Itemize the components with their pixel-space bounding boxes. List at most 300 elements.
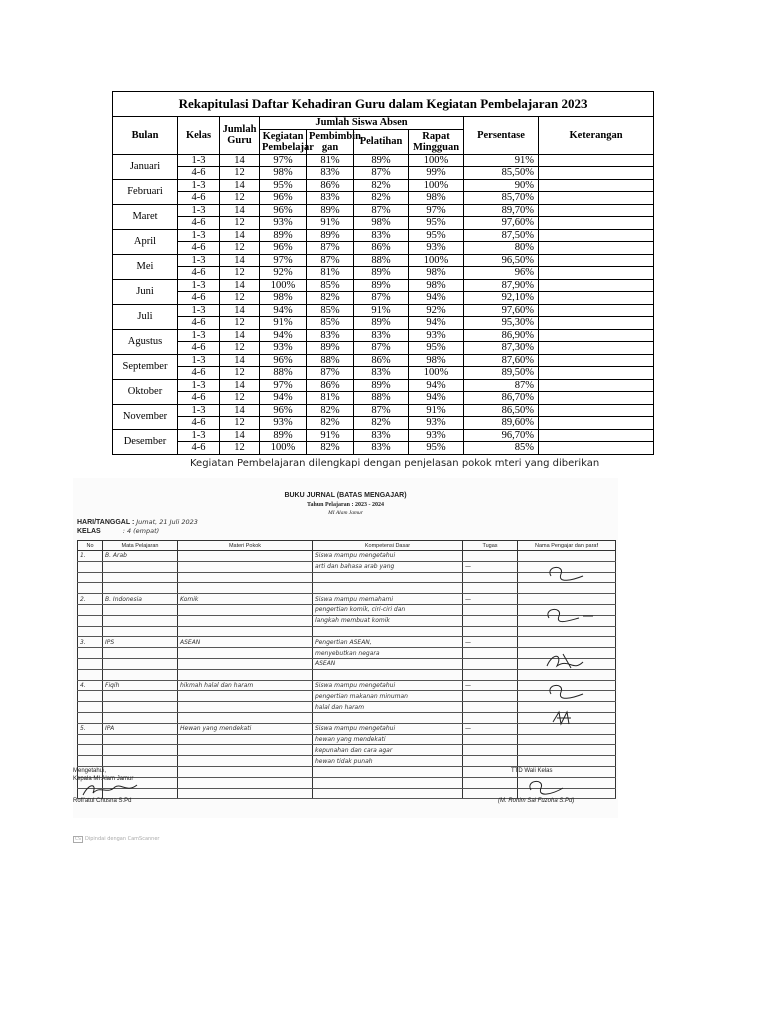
journal-cell-mapel: IPS <box>103 637 178 648</box>
journal-title: BUKU JURNAL (BATAS MENGAJAR) <box>284 492 407 499</box>
value-cell: 88% <box>354 392 409 405</box>
journal-header-materi: Materi Pokok <box>178 541 313 551</box>
keterangan-cell <box>539 442 654 455</box>
value-cell: 86% <box>354 242 409 255</box>
journal-cell-no <box>78 734 103 745</box>
journal-cell-mapel: IPA <box>103 723 178 734</box>
journal-cell-kd: halal dan haram <box>313 702 463 713</box>
journal-cell-kd: langkah membuat komik <box>313 615 463 626</box>
persentase-cell: 87,60% <box>464 354 539 367</box>
journal-cell-kd <box>313 626 463 637</box>
journal-cell-tugas <box>463 702 518 713</box>
journal-row <box>78 712 616 723</box>
persentase-cell: 90% <box>464 179 539 192</box>
journal-header-tugas: Tugas <box>463 541 518 551</box>
journal-cell-tugas <box>463 658 518 669</box>
persentase-cell: 89,60% <box>464 417 539 430</box>
journal-cell-no <box>78 561 103 572</box>
value-cell: 87% <box>354 167 409 180</box>
journal-cell-no <box>78 691 103 702</box>
table-row <box>113 354 654 367</box>
journal-cell-tugas <box>463 777 518 788</box>
value-cell: 91% <box>409 404 464 417</box>
header-pembimbingan: Pembimbin gan <box>307 129 354 154</box>
kelas-value: : 4 (empat) <box>122 527 160 535</box>
keterangan-cell <box>539 242 654 255</box>
journal-row <box>78 669 616 680</box>
journal-cell-kd: Siswa mampu mengetahui <box>313 551 463 562</box>
persentase-cell: 80% <box>464 242 539 255</box>
journal-cell-mapel <box>103 572 178 583</box>
header-pelatihan: Pelatihan <box>354 129 409 154</box>
journal-cell-mapel <box>103 756 178 767</box>
journal-cell-kd <box>313 712 463 723</box>
journal-row <box>78 594 616 605</box>
table-body <box>113 154 654 454</box>
table-row <box>113 342 654 355</box>
value-cell: 12 <box>220 392 260 405</box>
table-row <box>113 292 654 305</box>
journal-cell-kd: hewan yang mendekati <box>313 734 463 745</box>
keterangan-cell <box>539 179 654 192</box>
persentase-cell: 86,70% <box>464 392 539 405</box>
journal-cell-no <box>78 648 103 659</box>
journal-row <box>78 745 616 756</box>
table-row <box>113 167 654 180</box>
journal-header-mapel: Mata Pelajaran <box>103 541 178 551</box>
value-cell: 1-3 <box>178 254 220 267</box>
journal-cell-materi <box>178 702 313 713</box>
value-cell: 89% <box>354 379 409 392</box>
month-cell: Juli <box>113 304 178 329</box>
value-cell: 95% <box>409 442 464 455</box>
journal-cell-no <box>78 756 103 767</box>
journal-cell-tugas <box>463 626 518 637</box>
keterangan-cell <box>539 267 654 280</box>
value-cell: 100% <box>409 154 464 167</box>
journal-cell-tugas <box>463 745 518 756</box>
table-row <box>113 429 654 442</box>
journal-row <box>78 702 616 713</box>
month-cell: Desember <box>113 429 178 454</box>
journal-cell-tugas <box>463 648 518 659</box>
journal-cell-kd: Siswa mampu memahami <box>313 594 463 605</box>
hari-label: HARI/TANGGAL : <box>77 519 135 526</box>
table-row <box>113 279 654 292</box>
journal-cell-mapel <box>103 658 178 669</box>
keterangan-cell <box>539 329 654 342</box>
persentase-cell: 89,70% <box>464 204 539 217</box>
value-cell: 94% <box>409 317 464 330</box>
table-row <box>113 192 654 205</box>
journal-cell-materi <box>178 626 313 637</box>
journal-row <box>78 561 616 572</box>
value-cell: 87% <box>354 292 409 305</box>
value-cell: 96% <box>260 404 307 417</box>
value-cell: 87% <box>307 367 354 380</box>
keterangan-cell <box>539 304 654 317</box>
journal-cell-no: 1. <box>78 551 103 562</box>
value-cell: 95% <box>260 179 307 192</box>
journal-cell-mapel <box>103 691 178 702</box>
journal-row <box>78 551 616 562</box>
value-cell: 4-6 <box>178 392 220 405</box>
journal-cell-tugas: — <box>463 561 518 572</box>
value-cell: 14 <box>220 379 260 392</box>
journal-cell-kd <box>313 669 463 680</box>
value-cell: 89% <box>307 229 354 242</box>
journal-cell-no <box>78 745 103 756</box>
value-cell: 97% <box>260 379 307 392</box>
value-cell: 4-6 <box>178 442 220 455</box>
keterangan-cell <box>539 192 654 205</box>
kelas-line <box>77 527 159 535</box>
value-cell: 1-3 <box>178 229 220 242</box>
persentase-cell: 85,50% <box>464 167 539 180</box>
month-cell: Oktober <box>113 379 178 404</box>
journal-cell-materi <box>178 572 313 583</box>
value-cell: 85% <box>307 304 354 317</box>
journal-row <box>78 680 616 691</box>
camscanner-text: Dipindai dengan CamScanner <box>85 836 160 842</box>
keterangan-cell <box>539 279 654 292</box>
value-cell: 100% <box>260 279 307 292</box>
journal-cell-kd: menyebutkan negara <box>313 648 463 659</box>
keterangan-cell <box>539 217 654 230</box>
journal-cell-tugas: — <box>463 637 518 648</box>
journal-cell-no: 4. <box>78 680 103 691</box>
value-cell: 1-3 <box>178 429 220 442</box>
journal-cell-mapel <box>103 734 178 745</box>
value-cell: 83% <box>307 167 354 180</box>
keterangan-cell <box>539 229 654 242</box>
value-cell: 12 <box>220 417 260 430</box>
value-cell: 91% <box>307 217 354 230</box>
journal-cell-materi <box>178 691 313 702</box>
journal-cell-materi <box>178 604 313 615</box>
persentase-cell: 87% <box>464 379 539 392</box>
journal-body <box>78 551 616 799</box>
keterangan-cell <box>539 429 654 442</box>
journal-table <box>77 540 616 799</box>
value-cell: 94% <box>409 392 464 405</box>
value-cell: 97% <box>409 204 464 217</box>
value-cell: 87% <box>354 404 409 417</box>
month-cell: Juni <box>113 279 178 304</box>
table-row <box>113 242 654 255</box>
journal-cell-no: 3. <box>78 637 103 648</box>
table-title: Rekapitulasi Daftar Kehadiran Guru dalam Kegiatan Pembelajaran 2023 <box>113 92 654 117</box>
journal-cell-tugas <box>463 551 518 562</box>
value-cell: 1-3 <box>178 404 220 417</box>
value-cell: 12 <box>220 242 260 255</box>
value-cell: 89% <box>307 342 354 355</box>
value-cell: 12 <box>220 442 260 455</box>
value-cell: 100% <box>409 367 464 380</box>
value-cell: 89% <box>260 229 307 242</box>
value-cell: 94% <box>409 292 464 305</box>
journal-cell-tugas <box>463 734 518 745</box>
journal-cell-kd: Siswa mampu mengetahui <box>313 680 463 691</box>
value-cell: 83% <box>354 429 409 442</box>
value-cell: 12 <box>220 192 260 205</box>
value-cell: 97% <box>260 154 307 167</box>
value-cell: 14 <box>220 179 260 192</box>
value-cell: 89% <box>307 204 354 217</box>
value-cell: 87% <box>354 204 409 217</box>
value-cell: 89% <box>354 267 409 280</box>
value-cell: 82% <box>307 442 354 455</box>
value-cell: 4-6 <box>178 317 220 330</box>
month-cell: Februari <box>113 179 178 204</box>
table-row <box>113 442 654 455</box>
journal-cell-kd <box>313 572 463 583</box>
month-cell: September <box>113 354 178 379</box>
journal-row <box>78 572 616 583</box>
journal-cell-no <box>78 658 103 669</box>
keterangan-cell <box>539 317 654 330</box>
persentase-cell: 86,90% <box>464 329 539 342</box>
journal-row <box>78 626 616 637</box>
value-cell: 12 <box>220 342 260 355</box>
value-cell: 81% <box>307 267 354 280</box>
journal-cell-materi <box>178 669 313 680</box>
journal-cell-mapel <box>103 702 178 713</box>
table-row <box>113 392 654 405</box>
value-cell: 4-6 <box>178 217 220 230</box>
wali-signature <box>523 776 573 796</box>
value-cell: 95% <box>409 229 464 242</box>
journal-cell-tugas: — <box>463 723 518 734</box>
value-cell: 14 <box>220 204 260 217</box>
table-row <box>113 229 654 242</box>
value-cell: 82% <box>354 179 409 192</box>
hari-tanggal <box>77 518 198 526</box>
journal-row <box>78 723 616 734</box>
value-cell: 81% <box>307 154 354 167</box>
value-cell: 86% <box>307 379 354 392</box>
persentase-cell: 96,50% <box>464 254 539 267</box>
value-cell: 93% <box>260 417 307 430</box>
value-cell: 4-6 <box>178 242 220 255</box>
journal-cell-kd: pengertian makanan minuman <box>313 691 463 702</box>
value-cell: 93% <box>409 429 464 442</box>
journal-cell-kd: kepunahan dan cara agar <box>313 745 463 756</box>
value-cell: 14 <box>220 304 260 317</box>
journal-cell-kd <box>313 583 463 594</box>
value-cell: 100% <box>409 179 464 192</box>
value-cell: 4-6 <box>178 192 220 205</box>
journal-cell-materi <box>178 648 313 659</box>
journal-cell-kd: hewan tidak punah <box>313 756 463 767</box>
journal-cell-materi <box>178 788 313 799</box>
journal-cell-tugas <box>463 615 518 626</box>
value-cell: 87% <box>354 342 409 355</box>
persentase-cell: 89,50% <box>464 367 539 380</box>
header-kelas: Kelas <box>178 117 220 155</box>
value-cell: 4-6 <box>178 267 220 280</box>
value-cell: 89% <box>354 154 409 167</box>
value-cell: 14 <box>220 279 260 292</box>
journal-cell-mapel <box>103 583 178 594</box>
journal-row <box>78 637 616 648</box>
persentase-cell: 87,90% <box>464 279 539 292</box>
table-row <box>113 217 654 230</box>
journal-cell-materi <box>178 583 313 594</box>
header-jumlah-guru: Jumlah Guru <box>220 117 260 155</box>
value-cell: 89% <box>354 317 409 330</box>
journal-row <box>78 604 616 615</box>
value-cell: 94% <box>409 379 464 392</box>
value-cell: 12 <box>220 217 260 230</box>
persentase-cell: 97,60% <box>464 304 539 317</box>
value-cell: 88% <box>354 254 409 267</box>
month-cell: Januari <box>113 154 178 179</box>
journal-cell-kd <box>313 777 463 788</box>
value-cell: 91% <box>260 317 307 330</box>
keterangan-cell <box>539 392 654 405</box>
value-cell: 98% <box>409 279 464 292</box>
value-cell: 83% <box>354 442 409 455</box>
month-cell: Agustus <box>113 329 178 354</box>
value-cell: 14 <box>220 229 260 242</box>
journal-cell-no <box>78 572 103 583</box>
table-row <box>113 404 654 417</box>
journal-cell-tugas <box>463 766 518 777</box>
value-cell: 95% <box>409 342 464 355</box>
value-cell: 4-6 <box>178 167 220 180</box>
keterangan-cell <box>539 342 654 355</box>
keterangan-cell <box>539 367 654 380</box>
value-cell: 82% <box>307 292 354 305</box>
table-row <box>113 254 654 267</box>
value-cell: 85% <box>307 279 354 292</box>
journal-cell-materi <box>178 658 313 669</box>
journal-cell-tugas <box>463 712 518 723</box>
journal-cell-mapel: B. Arab <box>103 551 178 562</box>
value-cell: 91% <box>354 304 409 317</box>
journal-cell-kd: Siswa mampu mengetahui <box>313 723 463 734</box>
journal-cell-no <box>78 669 103 680</box>
value-cell: 12 <box>220 367 260 380</box>
table-note: Kegiatan Pembelajaran dilengkapi dengan penjelasan pokok mteri yang diberikan <box>190 458 600 469</box>
journal-cell-kd <box>313 788 463 799</box>
journal-cell-materi <box>178 745 313 756</box>
value-cell: 98% <box>260 292 307 305</box>
value-cell: 82% <box>307 404 354 417</box>
journal-header-nama: Nama Pengajar dan paraf <box>518 541 616 551</box>
journal-cell-materi <box>178 734 313 745</box>
value-cell: 14 <box>220 354 260 367</box>
value-cell: 94% <box>260 304 307 317</box>
value-cell: 4-6 <box>178 342 220 355</box>
journal-cell-mapel <box>103 669 178 680</box>
value-cell: 93% <box>409 417 464 430</box>
value-cell: 96% <box>260 192 307 205</box>
value-cell: 14 <box>220 404 260 417</box>
kepala-signature <box>81 781 141 799</box>
keterangan-cell <box>539 292 654 305</box>
camscanner-logo-icon: CS <box>75 837 81 842</box>
wali-name: (M. Rohim Sai Fuzoha S.Pd) <box>498 798 575 804</box>
keterangan-cell <box>539 379 654 392</box>
persentase-cell: 92,10% <box>464 292 539 305</box>
header-keterangan: Keterangan <box>539 117 654 155</box>
journal-cell-materi <box>178 777 313 788</box>
journal-cell-tugas <box>463 604 518 615</box>
kepala-label: Kepala MI Alam Jamur <box>73 776 134 782</box>
journal-year: Tahun Pelajaran : 2023 - 2024 <box>307 502 384 508</box>
value-cell: 100% <box>409 254 464 267</box>
journal-cell-kd: arti dan bahasa arab yang <box>313 561 463 572</box>
value-cell: 12 <box>220 267 260 280</box>
value-cell: 92% <box>260 267 307 280</box>
journal-cell-tugas <box>463 669 518 680</box>
journal-cell-mapel <box>103 615 178 626</box>
value-cell: 83% <box>307 329 354 342</box>
month-cell: Mei <box>113 254 178 279</box>
header-kegiatan: Kegiatan Pembelajar <box>260 129 307 154</box>
journal-cell-no: 5. <box>78 723 103 734</box>
mengetahui-label: Mengetahui, <box>73 768 107 774</box>
value-cell: 82% <box>354 192 409 205</box>
value-cell: 82% <box>307 417 354 430</box>
journal-cell-materi: Hewan yang mendekati <box>178 723 313 734</box>
journal-cell-materi <box>178 766 313 777</box>
journal-row <box>78 583 616 594</box>
journal-cell-mapel <box>103 648 178 659</box>
value-cell: 82% <box>354 417 409 430</box>
header-jumlah-siswa-absen: Jumlah Siswa Absen <box>260 117 464 130</box>
table-row <box>113 179 654 192</box>
header-persentase: Persentase <box>464 117 539 155</box>
value-cell: 100% <box>260 442 307 455</box>
value-cell: 93% <box>409 242 464 255</box>
header-bulan: Bulan <box>113 117 178 155</box>
table-row <box>113 154 654 167</box>
persentase-cell: 91% <box>464 154 539 167</box>
month-cell: April <box>113 229 178 254</box>
value-cell: 86% <box>354 354 409 367</box>
keterangan-cell <box>539 254 654 267</box>
value-cell: 93% <box>260 217 307 230</box>
value-cell: 83% <box>354 367 409 380</box>
value-cell: 4-6 <box>178 417 220 430</box>
value-cell: 86% <box>307 179 354 192</box>
value-cell: 94% <box>260 329 307 342</box>
table-row <box>113 304 654 317</box>
journal-cell-mapel <box>103 626 178 637</box>
persentase-cell: 85,70% <box>464 192 539 205</box>
journal-cell-tugas <box>463 756 518 767</box>
journal-cell-no <box>78 583 103 594</box>
value-cell: 98% <box>260 167 307 180</box>
value-cell: 1-3 <box>178 279 220 292</box>
value-cell: 98% <box>409 267 464 280</box>
journal-cell-kd: ASEAN <box>313 658 463 669</box>
value-cell: 96% <box>260 354 307 367</box>
value-cell: 1-3 <box>178 204 220 217</box>
value-cell: 91% <box>307 429 354 442</box>
keterangan-cell <box>539 204 654 217</box>
value-cell: 88% <box>307 354 354 367</box>
kelas-label: KELAS <box>77 528 101 535</box>
value-cell: 93% <box>409 329 464 342</box>
journal-cell-materi: ASEAN <box>178 637 313 648</box>
wali-label: TTD Wali Kelas <box>511 768 553 774</box>
value-cell: 98% <box>409 354 464 367</box>
value-cell: 14 <box>220 329 260 342</box>
